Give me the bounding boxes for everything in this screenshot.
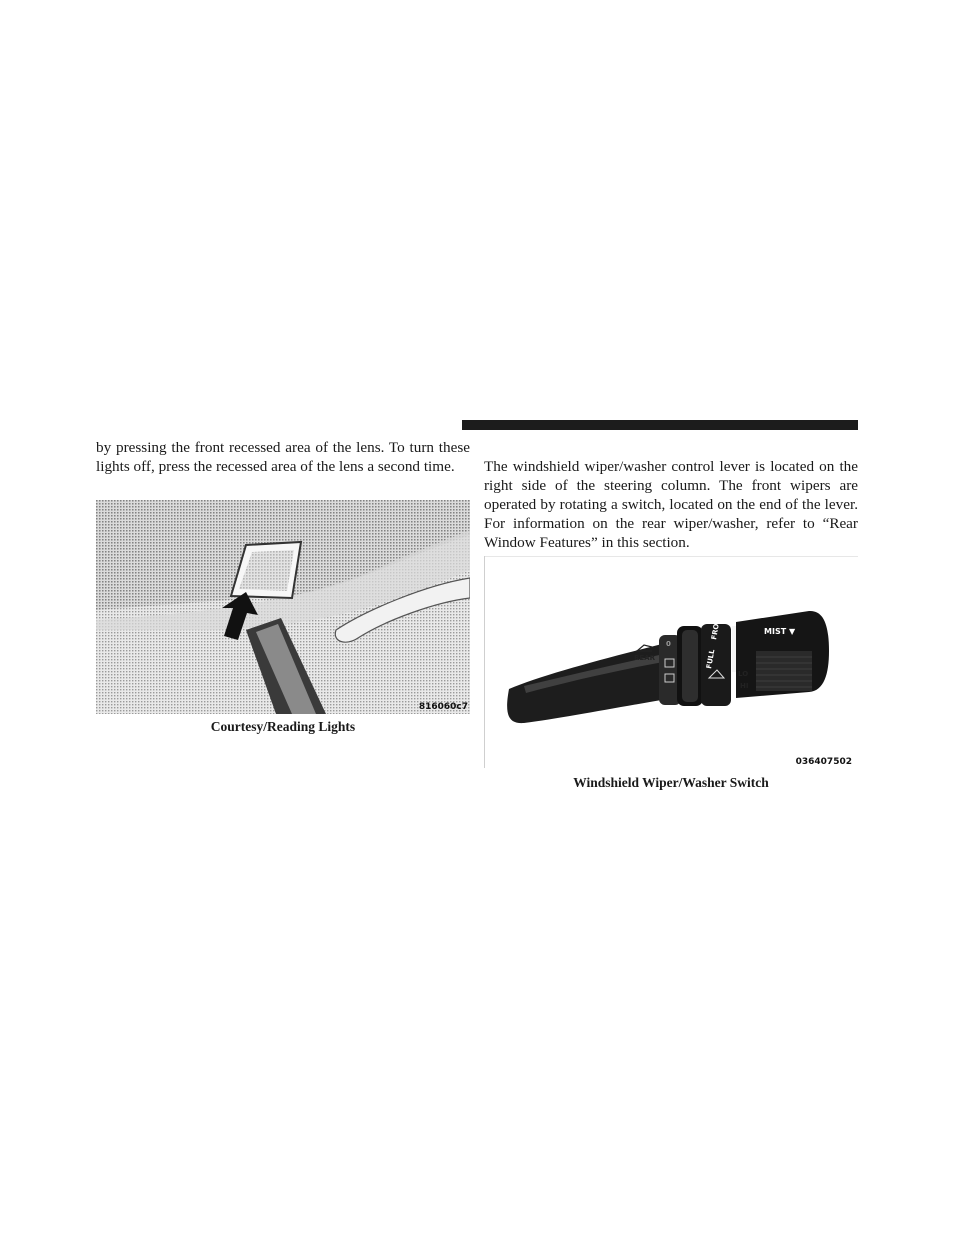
figure-code: 816060c7 [418,702,468,712]
zero-label: 0 [666,640,671,648]
front-label: FRONT [710,612,723,641]
right-paragraph: The windshield wiper/washer control lever is located on the right side of the steering column. The front wipers are operated by rotating a switch, located on the end of the lever. For information on the rear wiper/washer, refer to “Rear Window Features” in this section. [484,458,858,551]
wiper-switch-figure [484,556,858,768]
section-heading-bar [462,420,858,430]
hi-label: HI [740,682,749,690]
courtesy-lights-figure [96,500,470,714]
left-paragraph: by pressing the front recessed area of the lens. To turn these lights off, press the recessed area of the lens a second time. [96,439,470,475]
figure-caption: Courtesy/Reading Lights [210,719,356,734]
rear-label: REAR [634,654,655,662]
mist-label: MIST ▼ [764,627,796,636]
figure-caption: Windshield Wiper/Washer Switch [573,775,769,790]
lo-label: LO [738,670,749,678]
figure-code: 036407502 [795,757,852,767]
full-label: FULL [705,648,717,670]
